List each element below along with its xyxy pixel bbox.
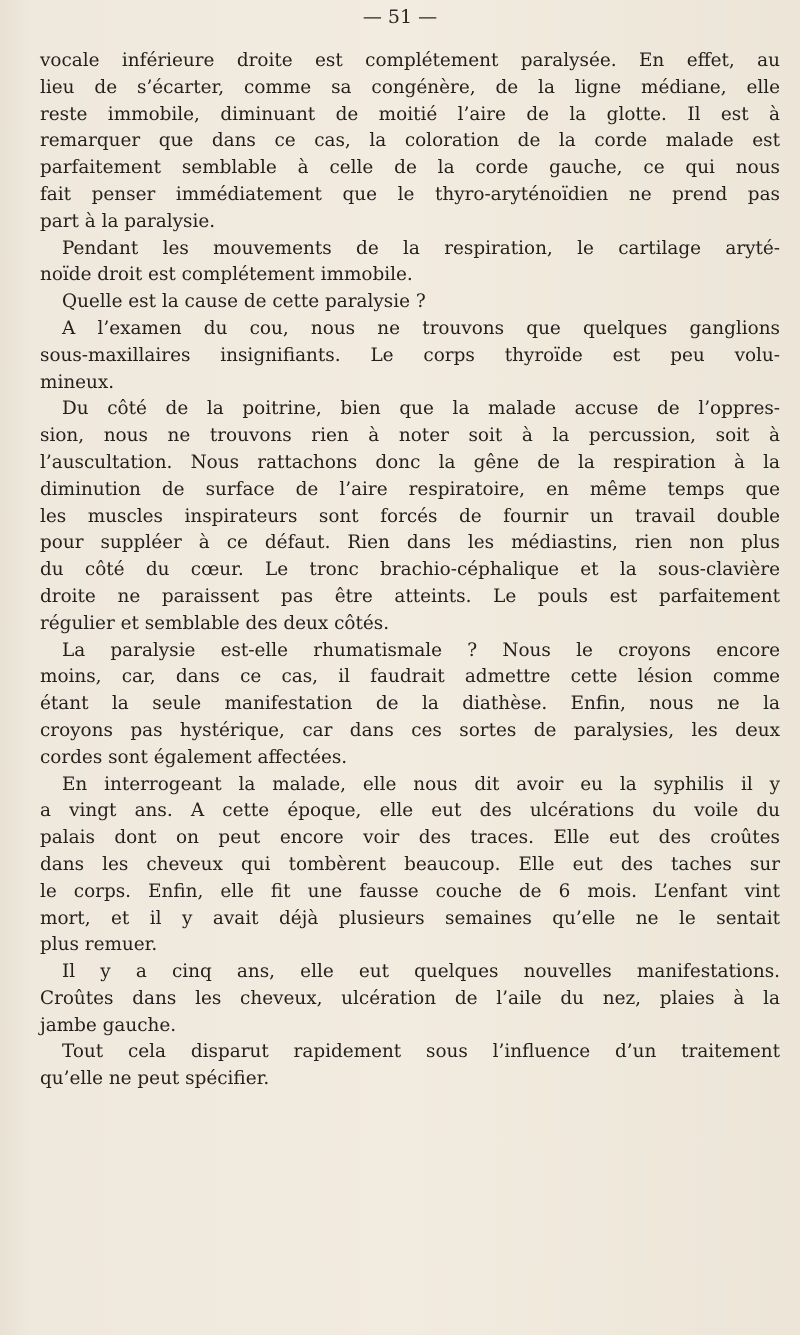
text-line: La paralysie est-elle rhumatismale ? Nous le croyons encore bbox=[62, 639, 780, 661]
text-line: régulier et semblable des deux côtés. bbox=[40, 612, 390, 634]
text-line: fait penser immédiatement que le thyro-aryténoïdien ne prend pas bbox=[40, 183, 780, 205]
text-line: A l’examen du cou, nous ne trouvons que quelques ganglions bbox=[62, 317, 780, 339]
text-line: mort, et il y avait déjà plusieurs semaines qu’elle ne le sentait bbox=[40, 907, 780, 929]
text-line: a vingt ans. A cette époque, elle eut des ulcérations du voile du bbox=[40, 800, 780, 822]
text-line: Quelle est la cause de cette paralysie ? bbox=[62, 291, 426, 313]
text-line: croyons pas hystérique, car dans ces sortes de paralysies, les deux bbox=[40, 719, 780, 741]
text-line: Croûtes dans les cheveux, ulcération de l’aile du nez, plaies à la bbox=[40, 987, 780, 1009]
text-line: cordes sont également affectées. bbox=[40, 746, 348, 768]
text-line: l’auscultation. Nous rattachons donc la gêne de la respiration à la bbox=[40, 451, 780, 473]
text-line: sous-maxillaires insignifiants. Le corps thyroïde est peu volu- bbox=[40, 344, 780, 366]
text-line: les muscles inspirateurs sont forcés de fournir un travail double bbox=[40, 505, 780, 527]
text-line: palais dont on peut encore voir des traces. Elle eut des croûtes bbox=[40, 827, 780, 849]
text-line: Il y a cinq ans, elle eut quelques nouvelles manifestations. bbox=[62, 961, 780, 983]
body-text bbox=[40, 48, 780, 1093]
text-line: sion, nous ne trouvons rien à noter soit à la percussion, soit à bbox=[40, 425, 780, 447]
text-line: Pendant les mouvements de la respiration, le cartilage aryté- bbox=[62, 237, 780, 259]
text-line: Tout cela disparut rapidement sous l’influence d’un traitement bbox=[62, 1041, 780, 1063]
text-line: reste immobile, diminuant de moitié l’aire de la glotte. Il est à bbox=[40, 103, 780, 125]
text-line: diminution de surface de l’aire respiratoire, en même temps que bbox=[40, 478, 780, 500]
text-line: lieu de s’écarter, comme sa congénère, de la ligne médiane, elle bbox=[40, 76, 780, 98]
text-line: vocale inférieure droite est complétement paralysée. En effet, au bbox=[40, 50, 780, 71]
text-line: le corps. Enfin, elle fit une fausse couche de 6 mois. L’enfant vint bbox=[40, 880, 780, 902]
text-line: part à la paralysie. bbox=[40, 210, 216, 232]
text-line: remarquer que dans ce cas, la coloration de la corde malade est bbox=[40, 130, 780, 152]
text-line: parfaitement semblable à celle de la corde gauche, ce qui nous bbox=[40, 157, 780, 179]
text-line: mineux. bbox=[40, 371, 115, 393]
text-line: étant la seule manifestation de la diathèse. Enfin, nous ne la bbox=[40, 693, 780, 715]
text-line: jambe gauche. bbox=[40, 1014, 177, 1036]
text-line: droite ne paraissent pas être atteints. Le pouls est parfaitement bbox=[40, 585, 780, 607]
text-line: qu’elle ne peut spécifier. bbox=[40, 1068, 270, 1090]
text-line: du côté du cœur. Le tronc brachio-céphalique et la sous-clavière bbox=[40, 559, 780, 581]
text-line: En interrogeant la malade, elle nous dit avoir eu la syphilis il y bbox=[62, 773, 780, 795]
text-line: Du côté de la poitrine, bien que la malade accuse de l’oppres- bbox=[62, 398, 780, 420]
text-line: noïde droit est complétement immobile. bbox=[40, 264, 413, 286]
text-line: plus remuer. bbox=[40, 934, 158, 956]
text-line: pour suppléer à ce défaut. Rien dans les médiastins, rien non plus bbox=[40, 532, 780, 554]
text-line: moins, car, dans ce cas, il faudrait admettre cette lésion comme bbox=[40, 666, 780, 688]
page-number: — 51 — bbox=[362, 6, 438, 28]
text-line: dans les cheveux qui tombèrent beaucoup. Elle eut des taches sur bbox=[40, 853, 780, 875]
